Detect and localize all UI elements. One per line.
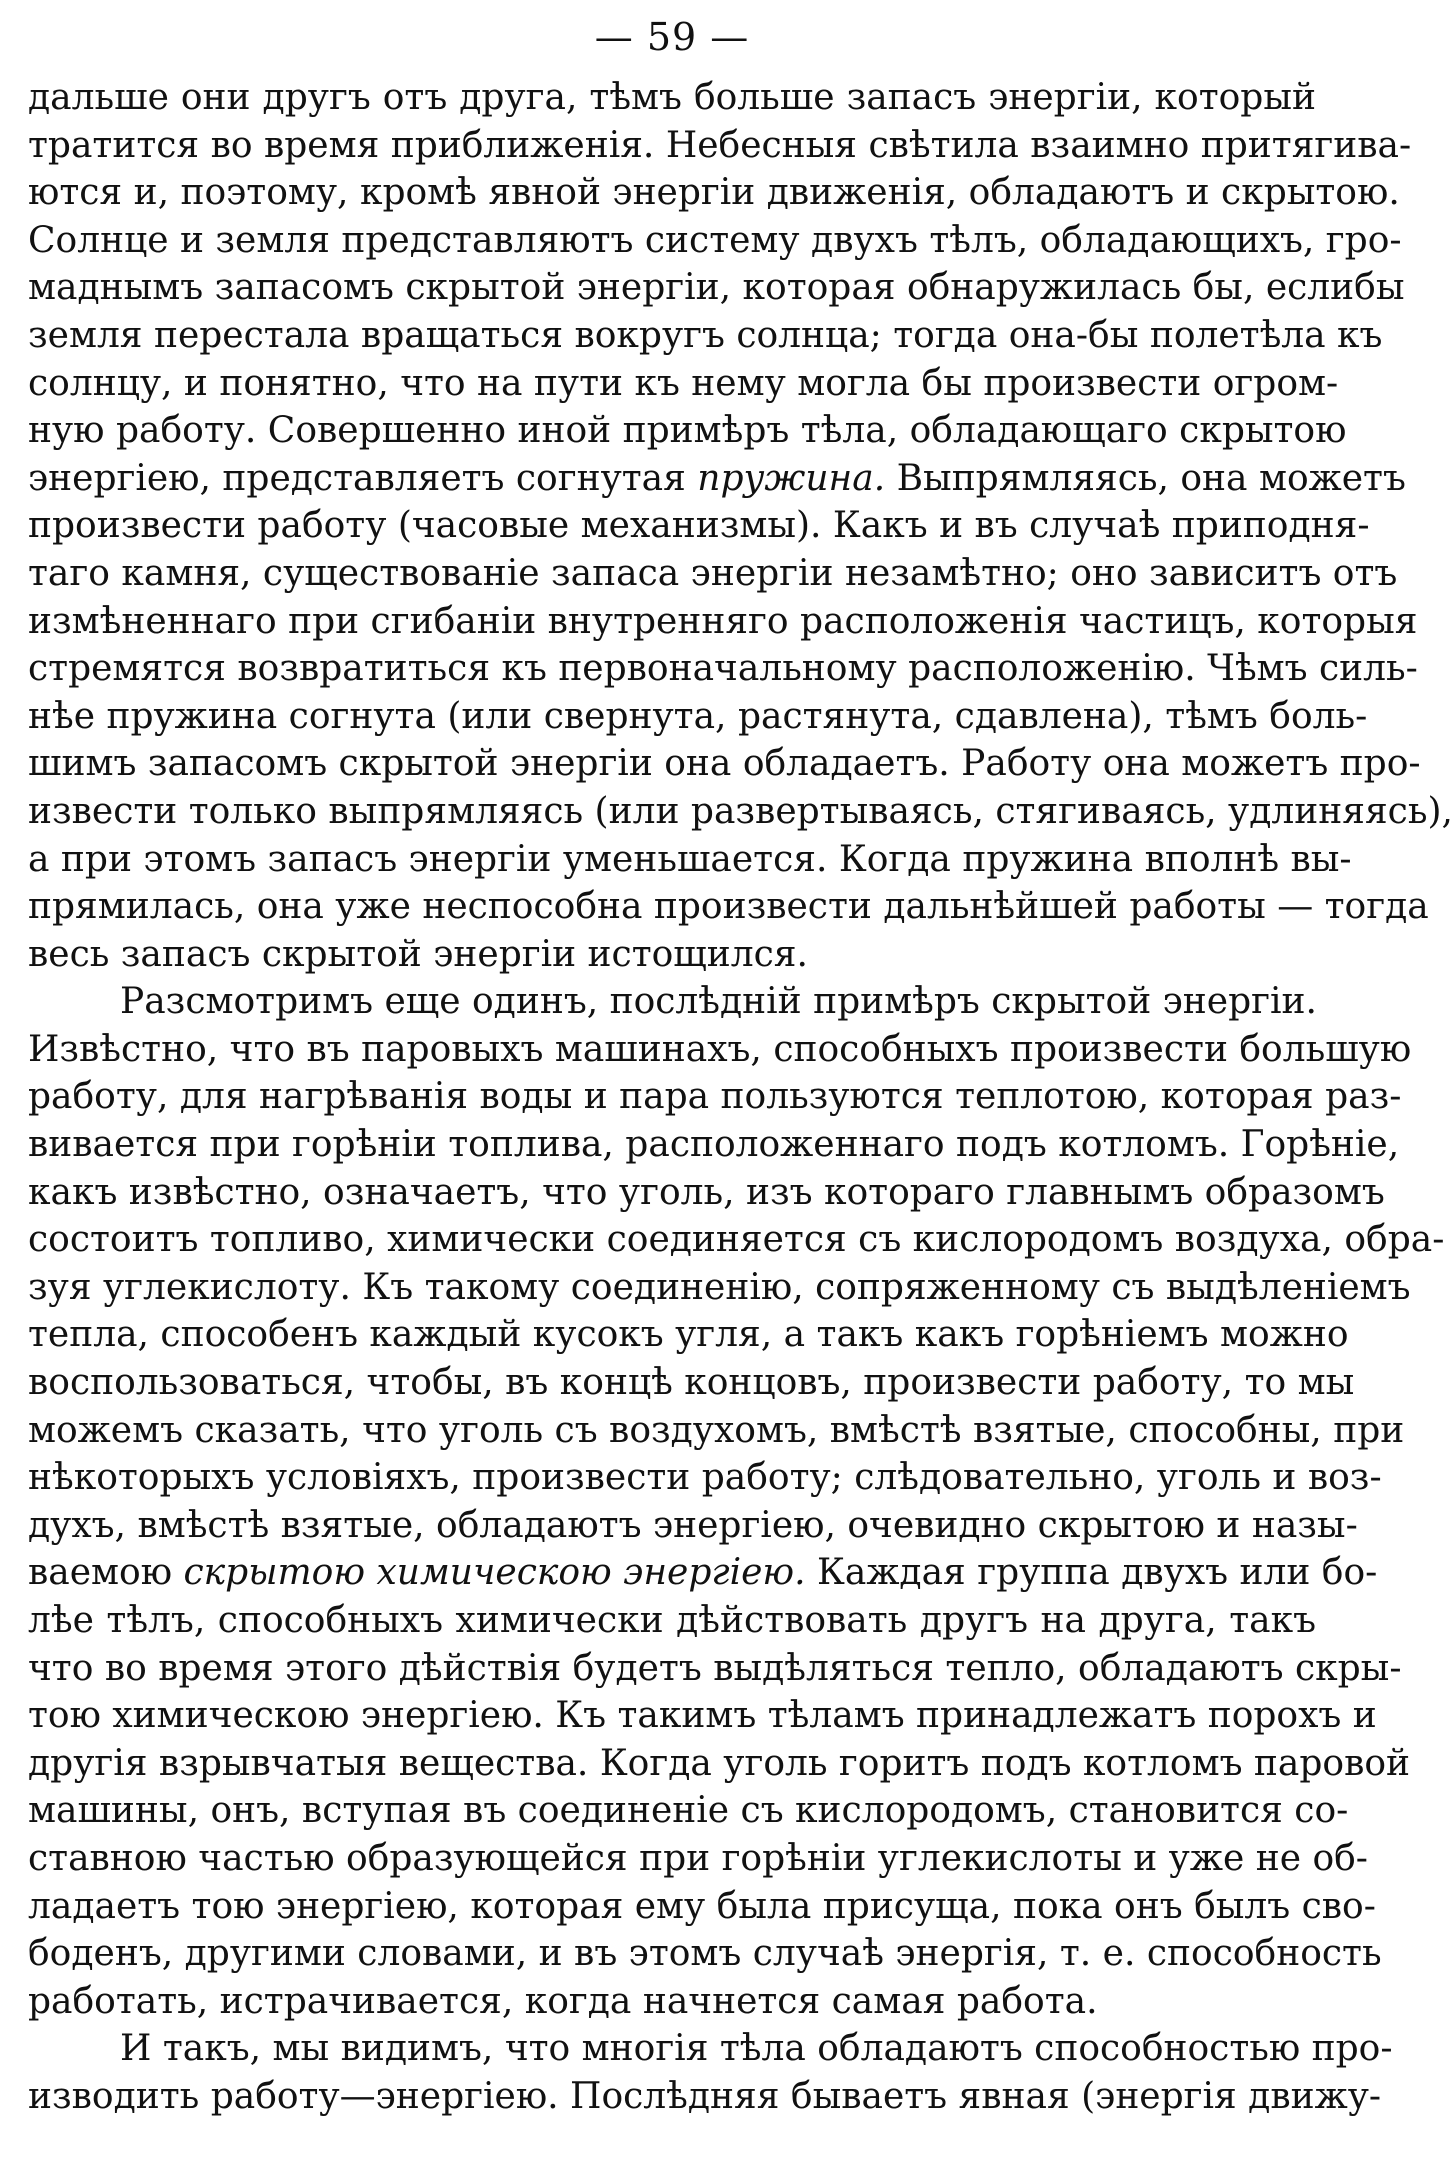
text-line bbox=[28, 122, 1412, 170]
text-line bbox=[28, 645, 1418, 693]
line-text-continued: Выпрямляясь, она можетъ bbox=[885, 457, 1406, 499]
text-line bbox=[28, 740, 1421, 788]
text-line bbox=[28, 1121, 1400, 1169]
text-line bbox=[28, 1264, 1411, 1312]
line-text: какъ извѣстно, означаетъ, что уголь, изъ котораго главнымъ образомъ bbox=[28, 1171, 1385, 1213]
line-text: ваемою bbox=[28, 1552, 184, 1594]
text-line bbox=[28, 1407, 1405, 1455]
text-line bbox=[28, 360, 1339, 408]
text-line bbox=[28, 1930, 1382, 1978]
line-text: тепла, способенъ каждый кусокъ угля, а такъ какъ горѣніемъ можно bbox=[28, 1314, 1349, 1356]
line-text: ладаетъ тою энергіею, которая ему была присуща, пока онъ былъ сво- bbox=[28, 1885, 1376, 1927]
line-text: тратится во время приближенія. Небесныя свѣтила взаимно притягива- bbox=[28, 124, 1412, 166]
line-text-continued: Каждая группа двухъ или бо- bbox=[805, 1552, 1378, 1594]
text-line bbox=[28, 978, 1316, 1026]
text-line bbox=[28, 836, 1352, 884]
line-text: И такъ, мы видимъ, что многія тѣла обладаютъ способностью про- bbox=[120, 2028, 1393, 2070]
line-text: можемъ сказать, что уголь съ воздухомъ, вмѣстѣ взятые, способны, при bbox=[28, 1409, 1405, 1451]
line-text: воспользоваться, чтобы, въ концѣ концовъ, произвести работу, то мы bbox=[28, 1362, 1355, 1404]
text-line bbox=[28, 931, 1316, 979]
line-text: Извѣстно, что въ паровыхъ машинахъ, способныхъ произвести большую bbox=[28, 1028, 1412, 1070]
line-text: маднымъ запасомъ скрытой энергіи, которая обнаружилась бы, еслибы bbox=[28, 267, 1405, 309]
text-line bbox=[28, 169, 1400, 217]
line-text: извести только выпрямляясь (или развертываясь, стягиваясь, удлиняясь), bbox=[28, 790, 1453, 832]
text-line bbox=[28, 883, 1429, 931]
line-text: Солнце и земля представляютъ систему двухъ тѣлъ, обладающихъ, гро- bbox=[28, 219, 1402, 261]
body-text bbox=[28, 74, 1453, 2121]
text-line bbox=[28, 1216, 1445, 1264]
line-text: ную работу. Совершенно иной примѣръ тѣла, обладающаго скрытою bbox=[28, 410, 1347, 452]
text-line bbox=[28, 1502, 1358, 1550]
line-text: нѣкоторыхъ условіяхъ, произвести работу; слѣдовательно, уголь и воз- bbox=[28, 1457, 1382, 1499]
line-text: таго камня, существованіе запаса энергіи незамѣтно; оно зависитъ отъ bbox=[28, 552, 1398, 594]
emphasized-term: скрытою химическою энергіею. bbox=[183, 1552, 806, 1594]
line-text: измѣненнаго при сгибаніи внутренняго расположенія частицъ, которыя bbox=[28, 600, 1418, 642]
line-text: произвести работу (часовые механизмы). Какъ и въ случаѣ приподня- bbox=[28, 505, 1370, 547]
text-line bbox=[28, 1692, 1377, 1740]
line-text: машины, онъ, вступая въ соединеніе съ кислородомъ, становится со- bbox=[28, 1790, 1349, 1832]
text-line bbox=[28, 1359, 1355, 1407]
line-text: а при этомъ запасъ энергіи уменьшается. Когда пружина вполнѣ вы- bbox=[28, 838, 1352, 880]
line-text: ставною частью образующейся при горѣніи углекислоты и уже не об- bbox=[28, 1837, 1368, 1879]
text-line bbox=[28, 550, 1398, 598]
text-line bbox=[28, 1787, 1349, 1835]
line-text: Разсмотримъ еще одинъ, послѣдній примѣръ скрытой энергіи. bbox=[120, 981, 1317, 1023]
line-text: энергіею, представляетъ согнутая bbox=[28, 457, 698, 499]
line-text: весь запасъ скрытой энергіи истощился. bbox=[28, 933, 808, 975]
line-text: шимъ запасомъ скрытой энергіи она обладаетъ. Работу она можетъ про- bbox=[28, 743, 1421, 785]
line-text: вивается при горѣніи топлива, расположеннаго подъ котломъ. Горѣніе, bbox=[28, 1124, 1400, 1166]
line-text: солнцу, и понятно, что на пути къ нему могла бы произвести огром- bbox=[28, 362, 1339, 404]
line-text: что во время этого дѣйствія будетъ выдѣляться тепло, обладаютъ скры- bbox=[28, 1647, 1402, 1689]
text-line bbox=[28, 1597, 1316, 1645]
text-line bbox=[28, 1454, 1382, 1502]
text-line bbox=[28, 74, 1316, 122]
line-text: дальше они другъ отъ друга, тѣмъ больше запасъ энергіи, который bbox=[28, 77, 1316, 118]
text-line bbox=[28, 598, 1418, 646]
text-line bbox=[28, 1169, 1385, 1217]
text-line bbox=[28, 2025, 1393, 2073]
text-line bbox=[28, 1311, 1349, 1359]
text-line bbox=[28, 1835, 1368, 1883]
text-line bbox=[28, 2073, 1382, 2121]
text-line bbox=[28, 407, 1347, 455]
text-line bbox=[28, 1073, 1402, 1121]
line-text: ются и, поэтому, кромѣ явной энергіи движенія, обладаютъ и скрытою. bbox=[28, 172, 1400, 214]
text-line bbox=[28, 1549, 1378, 1597]
text-line bbox=[28, 1978, 1316, 2026]
book-page bbox=[28, 0, 1453, 2160]
line-text: зуя углекислоту. Къ такому соединенію, сопряженному съ выдѣленіемъ bbox=[28, 1266, 1411, 1308]
text-line bbox=[28, 1645, 1402, 1693]
line-text: работу, для нагрѣванія воды и пара пользуются теплотою, которая раз- bbox=[28, 1076, 1402, 1118]
text-line bbox=[28, 455, 1406, 503]
text-line bbox=[28, 1883, 1376, 1931]
line-text: земля перестала вращаться вокругъ солнца; тогда она-бы полетѣла къ bbox=[28, 314, 1383, 356]
line-text: изводить работу—энергіею. Послѣдняя бываетъ явная (энергія движу- bbox=[28, 2075, 1382, 2117]
line-text: тою химическою энергіею. Къ такимъ тѣламъ принадлежатъ порохъ и bbox=[28, 1695, 1377, 1737]
text-line bbox=[28, 264, 1405, 312]
line-text: стремятся возвратиться къ первоначальному расположенію. Чѣмъ силь- bbox=[28, 648, 1418, 690]
line-text: духъ, вмѣстѣ взятые, обладаютъ энергіею, очевидно скрытою и назы- bbox=[28, 1504, 1358, 1546]
line-text: лѣе тѣлъ, способныхъ химически дѣйствовать другъ на друга, такъ bbox=[28, 1600, 1316, 1641]
line-text: боденъ, другими словами, и въ этомъ случаѣ энергія, т. е. способность bbox=[28, 1933, 1382, 1975]
text-line bbox=[28, 1026, 1412, 1074]
text-line bbox=[28, 693, 1368, 741]
line-text: состоитъ топливо, химически соединяется съ кислородомъ воздуха, обра- bbox=[28, 1219, 1445, 1261]
page-number: — 59 — bbox=[594, 15, 750, 59]
text-line bbox=[28, 217, 1402, 265]
line-text: другія взрывчатыя вещества. Когда уголь горитъ подъ котломъ паровой bbox=[28, 1742, 1411, 1784]
text-line bbox=[28, 1740, 1411, 1788]
line-text: работать, истрачивается, когда начнется самая работа. bbox=[28, 1980, 1098, 2022]
line-text: нѣе пружина согнута (или свернута, растянута, сдавлена), тѣмъ боль- bbox=[28, 695, 1368, 737]
text-line bbox=[28, 788, 1453, 836]
text-line bbox=[28, 312, 1383, 360]
line-text: прямилась, она уже неспособна произвести дальнѣйшей работы — тогда bbox=[28, 886, 1429, 928]
emphasized-term: пружина. bbox=[697, 457, 886, 499]
text-line bbox=[28, 502, 1370, 550]
